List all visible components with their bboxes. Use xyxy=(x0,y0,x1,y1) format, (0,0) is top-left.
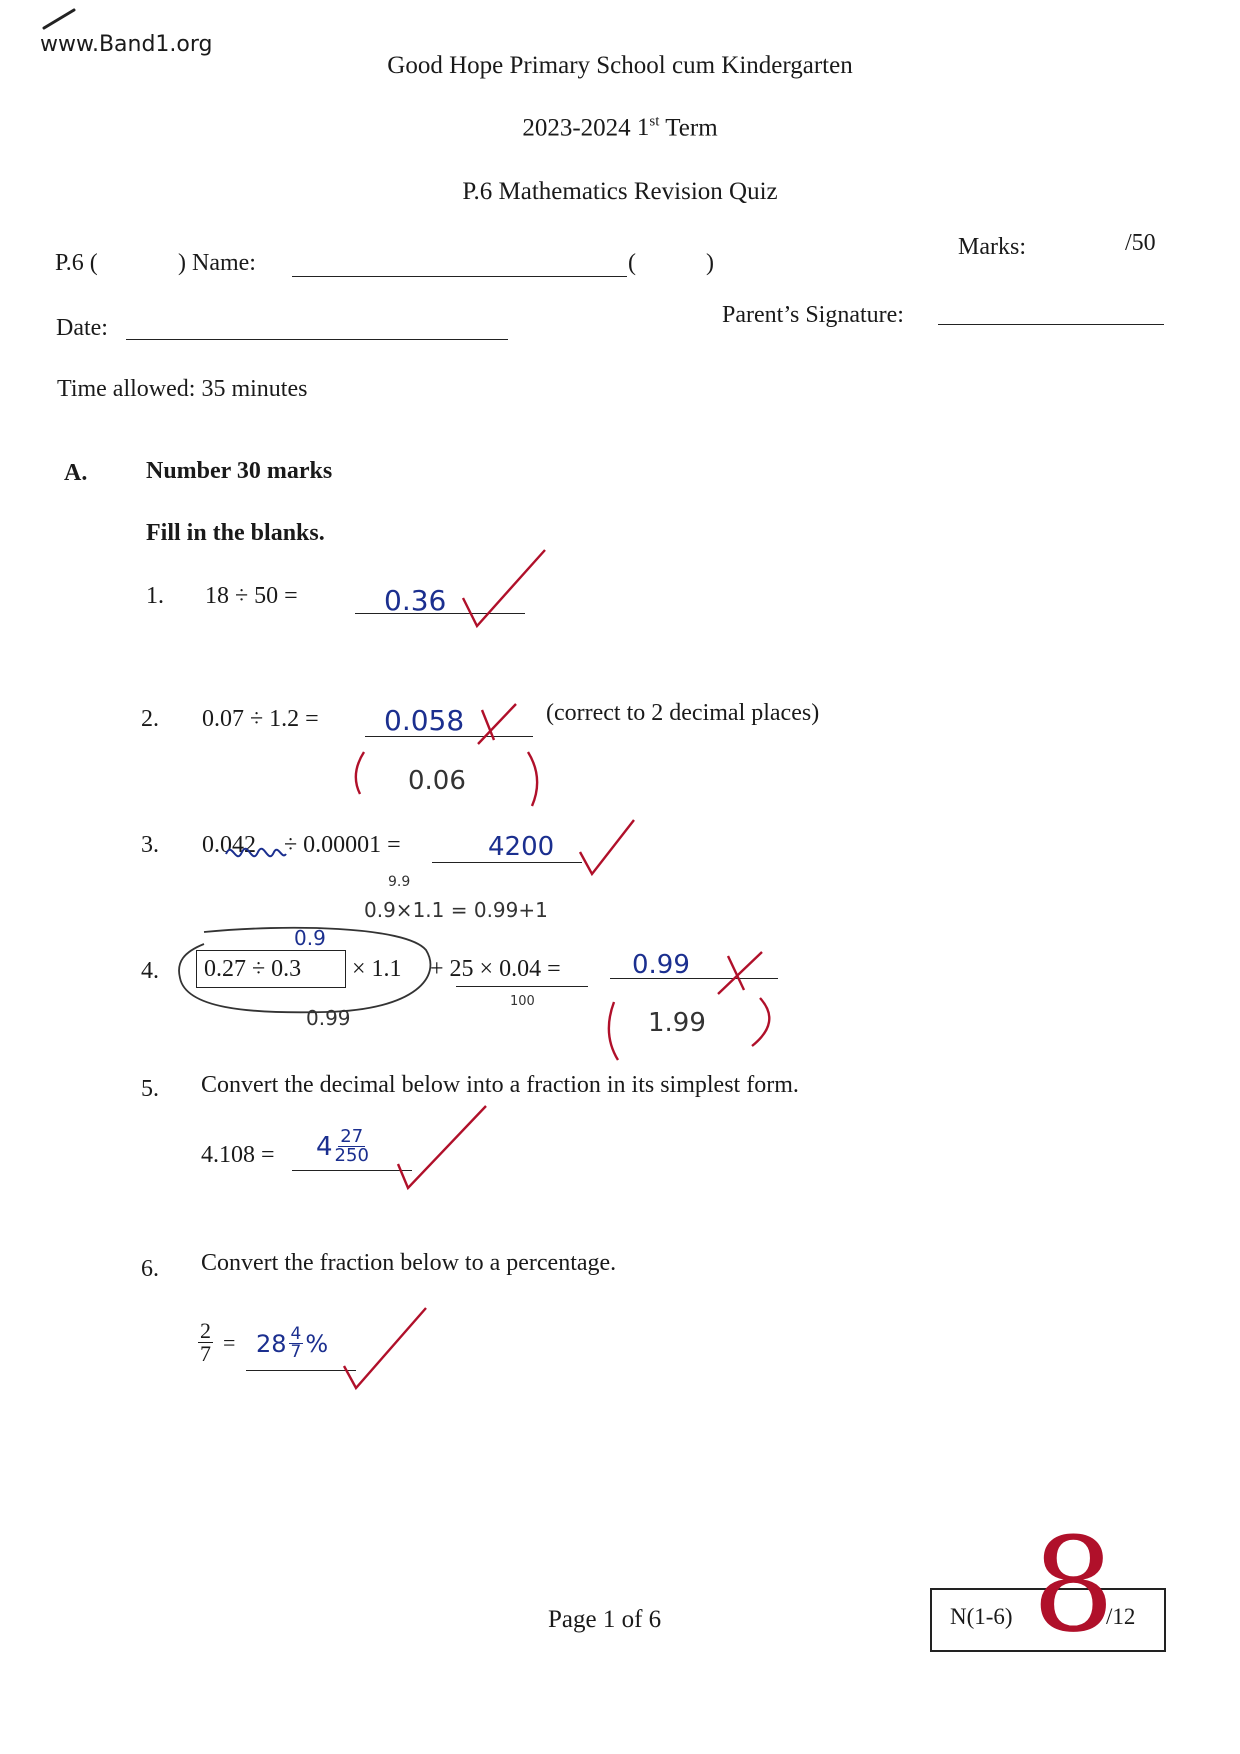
q1-answer: 0.36 xyxy=(384,584,447,617)
q3-expression-b: ÷ 0.00001 = xyxy=(284,832,401,858)
q5-answer xyxy=(316,1128,369,1165)
section-title: Number 30 marks xyxy=(146,458,333,484)
name-label: ) Name: xyxy=(178,250,256,276)
q4-boxed-term: 0.27 ÷ 0.3 xyxy=(204,956,302,982)
q2-note: (correct to 2 decimal places) xyxy=(546,700,820,726)
q6-prompt: Convert the fraction below to a percentage. xyxy=(201,1250,617,1276)
q2-number: 2. xyxy=(141,706,159,732)
section-letter: A. xyxy=(64,460,88,486)
q4-work-above: 0.9 xyxy=(294,926,326,950)
q5-number: 5. xyxy=(141,1076,159,1102)
q4-work-mid: 100 xyxy=(510,994,535,1009)
term-year: 2023-2024 xyxy=(522,114,631,142)
term-number: 1st xyxy=(636,114,660,142)
quiz-title: P.6 Mathematics Revision Quiz xyxy=(462,178,778,205)
q4-work-small: 9.9 xyxy=(388,874,411,890)
q3-expression-a: 0.042 xyxy=(202,832,256,858)
q5-answer-fraction: $\frac{27}{250}$ xyxy=(334,1126,369,1166)
section-instruction: Fill in the blanks. xyxy=(146,520,325,546)
q5-expression: 4.108 = xyxy=(201,1142,275,1168)
q5-answer-whole: 4 xyxy=(316,1131,333,1162)
q4-underline-mark xyxy=(456,986,588,987)
q4-work-below: 0.99 xyxy=(306,1006,351,1030)
q5-tick-mark xyxy=(394,1104,490,1194)
q3-number: 3. xyxy=(141,832,159,858)
q6-expression: $\frac{2}{7}$ = xyxy=(200,1318,236,1366)
q2-correction: 0.06 xyxy=(408,766,466,796)
name-blank-line[interactable] xyxy=(292,276,627,277)
class-number-paren-open: ( xyxy=(628,250,636,276)
school-name: Good Hope Primary School cum Kindergarten xyxy=(387,52,853,79)
time-allowed: Time allowed: 35 minutes xyxy=(57,376,308,402)
class-number-paren-close: ) xyxy=(706,250,714,276)
watermark-url: www.Band1.org xyxy=(40,32,213,57)
q1-number: 1. xyxy=(146,583,164,609)
q3-tick-mark xyxy=(578,818,638,878)
q2-cross-mark xyxy=(472,700,522,750)
q1-tick-mark xyxy=(455,548,555,628)
q4-correction: 1.99 xyxy=(648,1008,706,1038)
q2-answer: 0.058 xyxy=(384,704,465,737)
q3-scribble-mark xyxy=(222,842,288,868)
q2-expression: 0.07 ÷ 1.2 = xyxy=(202,706,319,732)
pen-stroke-mark xyxy=(40,6,80,32)
q6-answer: 28 $\frac{4}{7}$ % xyxy=(256,1324,329,1362)
q6-tick-mark xyxy=(340,1306,430,1390)
marks-total: /50 xyxy=(1125,230,1156,256)
q3-answer: 4200 xyxy=(488,832,555,862)
signature-label: Parent’s Signature: xyxy=(722,302,904,328)
q6-fraction: $\frac{2}{7}$ xyxy=(200,1318,211,1366)
q3-answer-line[interactable] xyxy=(432,862,582,863)
q4-work-top: 0.9×1.1 = 0.99+1 xyxy=(364,898,548,922)
date-blank-line[interactable] xyxy=(126,339,508,340)
q4-expression-rest: + 25 × 0.04 = xyxy=(430,956,561,982)
q4-number: 4. xyxy=(141,958,159,984)
class-label: P.6 ( xyxy=(55,250,98,276)
q4-cross-mark xyxy=(714,948,770,998)
marks-label: Marks: xyxy=(958,234,1026,260)
date-label: Date: xyxy=(56,315,108,341)
q5-prompt: Convert the decimal below into a fraction in its simplest form. xyxy=(201,1072,799,1098)
score-box-label: N(1-6) xyxy=(950,1604,1013,1629)
q6-number: 6. xyxy=(141,1256,159,1282)
q4-expression-times: × 1.1 xyxy=(352,956,402,982)
q1-expression: 18 ÷ 50 = xyxy=(205,583,298,609)
term-word: Term xyxy=(665,114,718,142)
page-number: Page 1 of 6 xyxy=(548,1606,662,1633)
score-box-score: 8 xyxy=(1032,1509,1115,1661)
q6-answer-fraction: $\frac{4}{7}$ xyxy=(290,1324,302,1362)
signature-blank-line[interactable] xyxy=(938,324,1164,325)
term-line xyxy=(0,114,1240,142)
score-box-total: /12 xyxy=(1106,1604,1136,1629)
q4-answer: 0.99 xyxy=(632,950,690,980)
